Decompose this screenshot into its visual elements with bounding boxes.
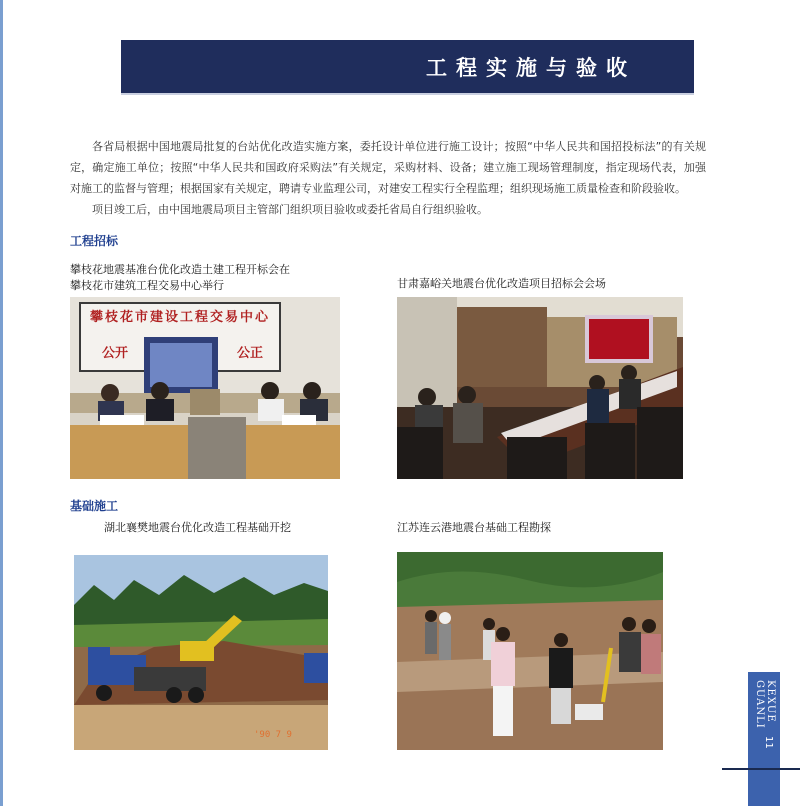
- photo-site-survey: [397, 552, 663, 750]
- title-banner: [121, 40, 694, 93]
- intro-paragraph-2: 项目竣工后，由中国地震局项目主管部门组织项目验收或委托省局自行组织验收。: [92, 203, 488, 216]
- photo1-sign-word-3: 公正: [236, 346, 264, 361]
- page-number: 11: [763, 736, 774, 749]
- intro-text: [70, 136, 706, 220]
- intro-paragraph-1: 各省局根据中国地震局批复的台站优化改造实施方案，委托设计单位进行施工设计；按照“中华人民共和国招投标法”的有关规定，确定施工单位；按照“中华人民共和国政府采购法”有关规定，采购材料、设备；建立施工现场管理制度，指定现场代表，加强对施工的监督与管理；根据国家有关规定，聘请专业监理公司，对建安工程实行全程监理；组织现场施工质量检查和阶段验收。: [70, 140, 706, 195]
- photo1-caption-line1: 攀枝花地震基准台优化改造土建工程开标会在: [70, 263, 290, 276]
- photo-foundation-excavation: [74, 555, 328, 750]
- photo1-caption-line2: 攀枝花市建筑工程交易中心举行: [70, 279, 224, 292]
- section-heading-foundation: 基础施工: [70, 499, 119, 513]
- photo1-caption: [70, 262, 290, 294]
- photo3-caption: 湖北襄樊地震台优化改造工程基础开挖: [104, 521, 291, 534]
- page-title: 工程实施与验收: [426, 56, 636, 80]
- photo1-sign-word-1: 公开: [101, 346, 129, 361]
- left-edge-rule: [0, 0, 3, 806]
- photo2-caption: 甘肃嘉峪关地震台优化改造项目招标会会场: [397, 277, 606, 290]
- section-heading-bidding: 工程招标: [70, 234, 119, 248]
- photo-bid-opening: [70, 297, 340, 479]
- photo-bidding-meeting: [397, 297, 683, 479]
- photo4-caption: 江苏连云港地震台基础工程勘探: [397, 521, 551, 534]
- photo3-date-stamp: '90 7 9: [254, 730, 292, 740]
- photo1-sign-line: 攀枝花市建设工程交易中心: [89, 310, 271, 325]
- side-label: KEXUE GUANLI: [754, 680, 776, 729]
